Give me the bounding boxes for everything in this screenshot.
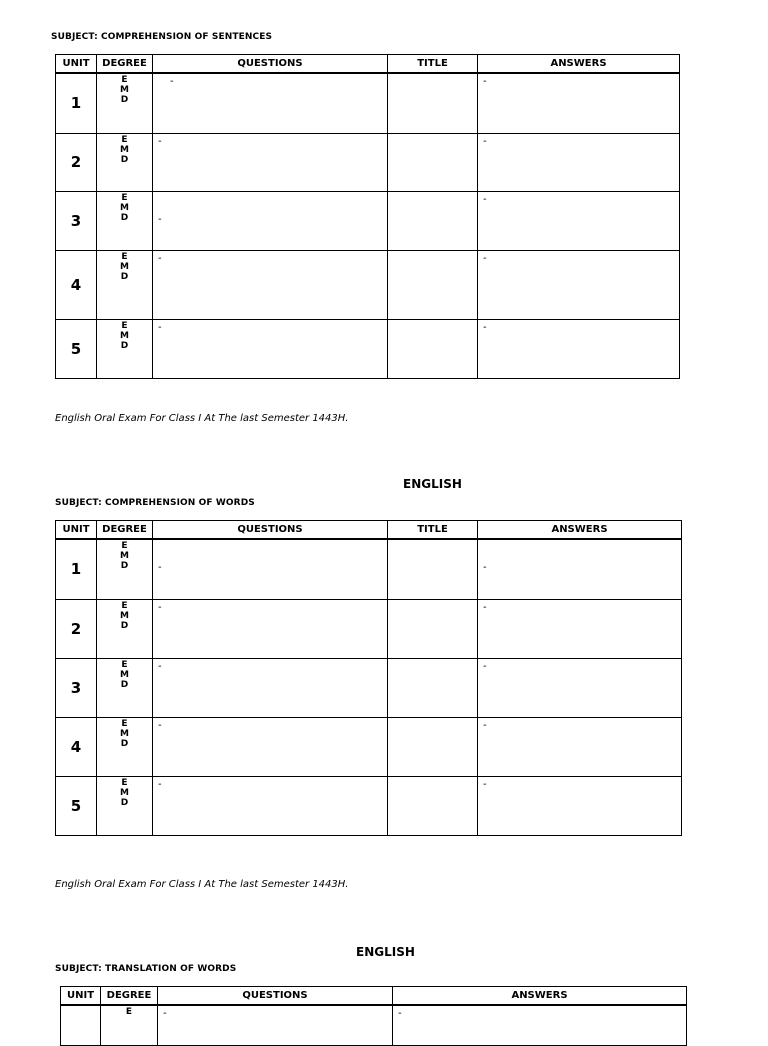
title-cell (388, 319, 478, 378)
table-row (56, 319, 680, 378)
title-cell (388, 776, 478, 835)
header-answers: ANSWERS (393, 987, 687, 1006)
header-answers: ANSWERS (478, 55, 680, 74)
words-table (55, 520, 682, 836)
unit-number: 3 (56, 191, 97, 250)
table-row (56, 133, 680, 191)
degree-levels (97, 320, 152, 351)
header-questions: QUESTIONS (153, 521, 388, 540)
unit-number: 4 (56, 717, 97, 776)
unit-number: 2 (56, 599, 97, 658)
header-answers: ANSWERS (478, 521, 682, 540)
degree-difficult: D (120, 154, 129, 165)
table-row (56, 191, 680, 250)
degree-difficult: D (120, 271, 129, 282)
sentences-table (55, 54, 680, 379)
translation-table (60, 986, 687, 1046)
degree-difficult: D (120, 797, 129, 808)
degree-easy: E (121, 320, 128, 331)
table-header-row (56, 521, 682, 540)
degree-levels (97, 718, 152, 749)
answer-cell: - (483, 719, 487, 731)
header-title: TITLE (388, 55, 478, 74)
degree-medium: M (120, 261, 129, 272)
degree-easy: E (121, 541, 128, 551)
degree-easy: E (121, 134, 128, 145)
question-cell: - (158, 562, 162, 573)
degree-difficult: D (120, 340, 129, 351)
section3-heading: ENGLISH (356, 945, 415, 959)
answer-cell: - (483, 660, 487, 672)
table-row (56, 539, 682, 599)
degree-levels (97, 251, 152, 282)
degree-easy: E (121, 718, 128, 729)
unit-number (61, 1005, 101, 1045)
degree-medium: M (120, 610, 129, 621)
degree-easy: E (121, 192, 128, 203)
degree-levels (101, 1006, 157, 1017)
answer-cell: - (483, 252, 487, 264)
degree-difficult: D (120, 620, 129, 631)
title-cell (388, 133, 478, 191)
answer-cell: - (483, 778, 487, 790)
question-cell: - (158, 601, 162, 613)
degree-easy: E (121, 659, 128, 670)
unit-number: 5 (56, 776, 97, 835)
question-cell: - (158, 719, 162, 731)
answer-cell: - (483, 321, 487, 333)
question-cell: - (158, 321, 162, 333)
title-cell (388, 717, 478, 776)
unit-number: 1 (56, 539, 97, 599)
header-questions: QUESTIONS (153, 55, 388, 74)
title-cell (388, 250, 478, 319)
table-row (56, 599, 682, 658)
degree-levels (97, 134, 152, 165)
title-cell (388, 73, 478, 133)
question-cell: - (158, 213, 162, 225)
header-questions: QUESTIONS (158, 987, 393, 1006)
degree-medium: M (120, 85, 129, 95)
degree-medium: M (120, 669, 129, 680)
degree-medium: M (120, 330, 129, 341)
unit-number: 3 (56, 658, 97, 717)
answer-cell: - (483, 135, 487, 147)
section1-footer: English Oral Exam For Class I At The last Semester 1443H. (55, 413, 349, 424)
table-row (56, 776, 682, 835)
degree-medium: M (120, 551, 129, 561)
unit-number: 2 (56, 133, 97, 191)
degree-levels (97, 777, 152, 808)
table-header-row (61, 987, 687, 1006)
degree-easy: E (121, 75, 128, 85)
degree-levels (97, 659, 152, 690)
question-cell: - (158, 135, 162, 147)
section2-footer: English Oral Exam For Class I At The last Semester 1443H. (55, 879, 349, 890)
title-cell (388, 191, 478, 250)
degree-difficult: D (120, 561, 129, 571)
answer-cell: - (483, 76, 487, 87)
answer-cell: - (483, 562, 487, 573)
degree-medium: M (120, 144, 129, 155)
degree-easy: E (121, 251, 128, 262)
degree-levels (97, 74, 152, 105)
degree-levels (97, 192, 152, 223)
question-cell: - (158, 778, 162, 790)
table-row (56, 73, 680, 133)
degree-difficult: D (120, 95, 129, 105)
unit-number: 4 (56, 250, 97, 319)
degree-difficult: D (120, 738, 129, 749)
degree-difficult: D (120, 679, 129, 690)
table-row (56, 250, 680, 319)
table-header-row (56, 55, 680, 74)
section2-subject: SUBJECT: COMPREHENSION OF WORDS (55, 498, 255, 508)
table-row (61, 1005, 687, 1045)
unit-number: 1 (56, 73, 97, 133)
unit-number: 5 (56, 319, 97, 378)
degree-easy: E (121, 777, 128, 788)
section2-heading: ENGLISH (403, 477, 462, 491)
degree-medium: M (120, 728, 129, 739)
degree-levels (97, 540, 152, 571)
answer-cell: - (483, 601, 487, 613)
answer-cell: - (398, 1008, 402, 1019)
section1-subject: SUBJECT: COMPREHENSION OF SENTENCES (51, 32, 273, 42)
degree-difficult: D (120, 212, 129, 223)
degree-levels (97, 600, 152, 631)
title-cell (388, 658, 478, 717)
header-degree: DEGREE (97, 521, 153, 540)
header-title: TITLE (388, 521, 478, 540)
header-unit: UNIT (56, 55, 97, 74)
answer-cell: - (483, 193, 487, 205)
question-cell: - (163, 1008, 167, 1019)
degree-easy: E (121, 600, 128, 611)
header-unit: UNIT (56, 521, 97, 540)
degree-easy: E (125, 1007, 133, 1017)
degree-medium: M (120, 202, 129, 213)
title-cell (388, 599, 478, 658)
table-row (56, 658, 682, 717)
question-cell: - (158, 252, 162, 264)
section3-subject: SUBJECT: TRANSLATION OF WORDS (55, 964, 237, 974)
header-unit: UNIT (61, 987, 101, 1006)
question-cell: - (170, 76, 174, 87)
question-cell: - (158, 660, 162, 672)
header-degree: DEGREE (101, 987, 158, 1006)
degree-medium: M (120, 787, 129, 798)
header-degree: DEGREE (97, 55, 153, 74)
table-row (56, 717, 682, 776)
title-cell (388, 539, 478, 599)
